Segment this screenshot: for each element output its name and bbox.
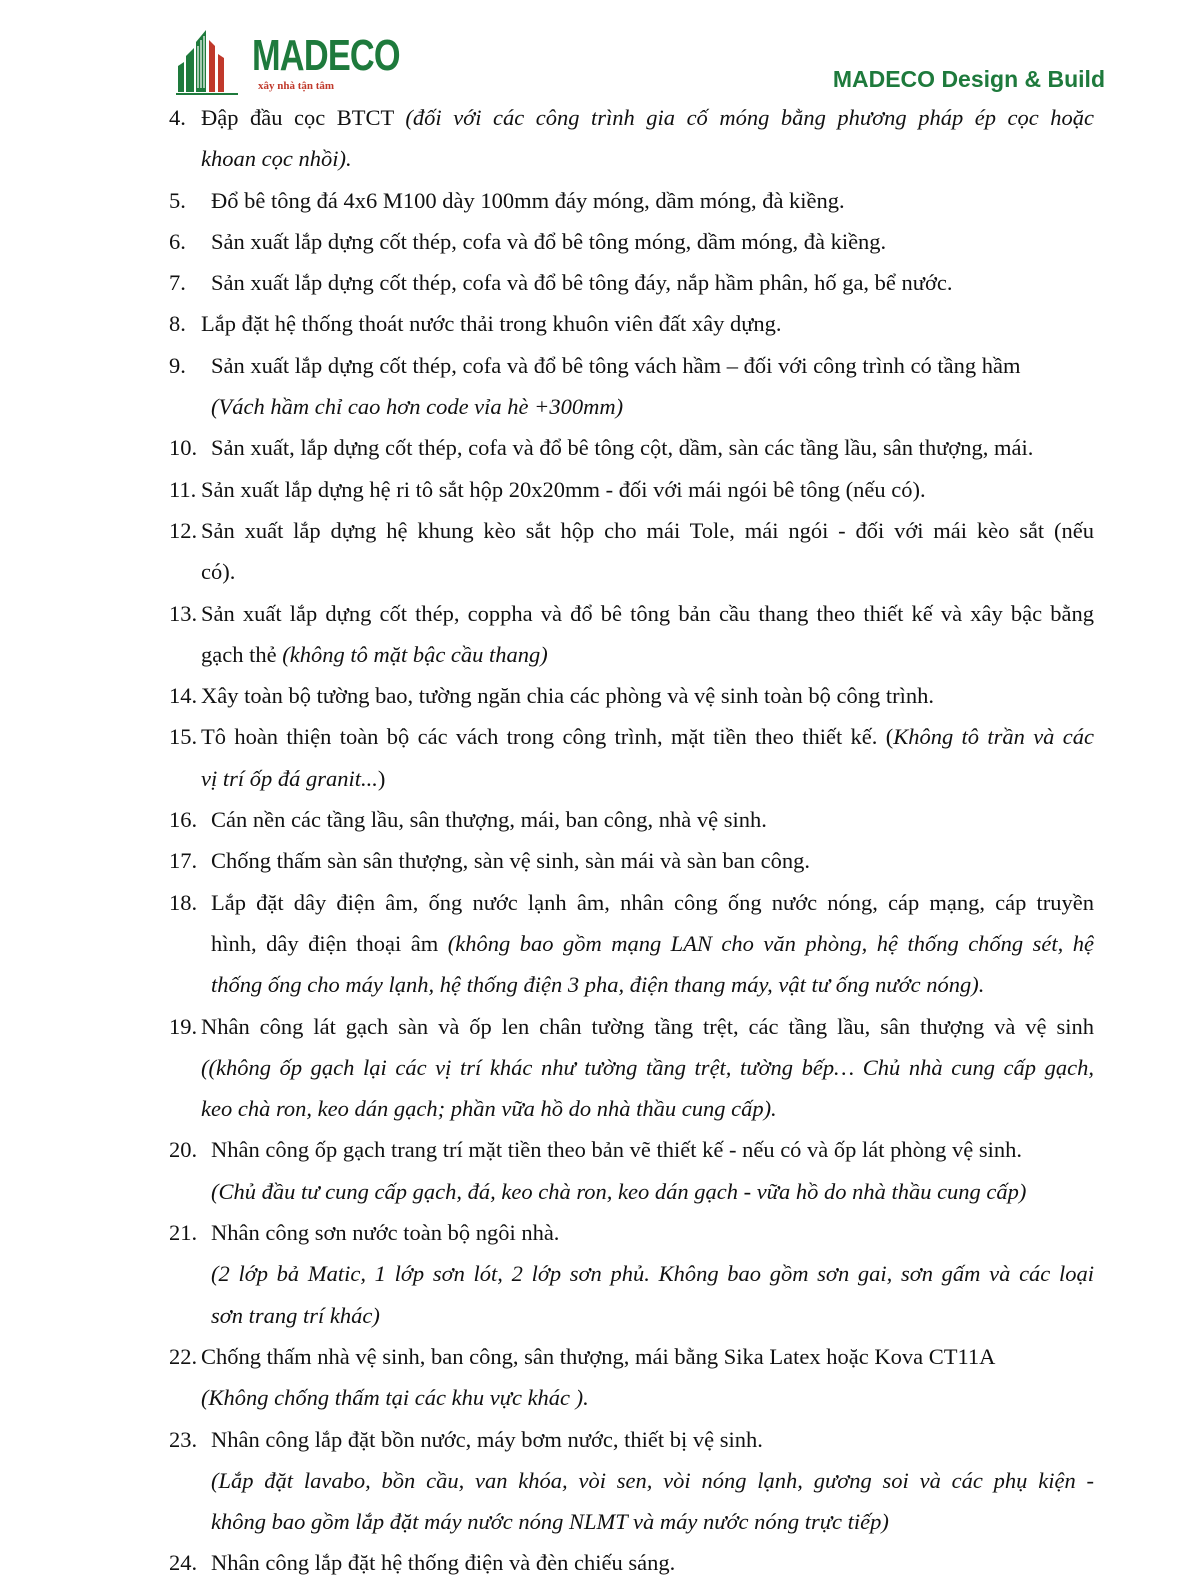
- item-number: 6.: [169, 228, 186, 254]
- building-logo-icon: [176, 26, 246, 96]
- item-text: Sản xuất, lắp dựng cốt thép, cofa và đổ bê tông cột, dầm, sàn các tầng lầu, sân thượng, mái.: [211, 435, 1034, 461]
- item-number: 23.: [169, 1426, 198, 1452]
- item-text: Nhân công lát gạch sàn và ốp len chân tường tầng trệt, các tầng lầu, sân thượng và vệ sinh: [201, 1013, 1094, 1039]
- item-text-line: [211, 923, 1094, 964]
- item-number: 7.: [169, 270, 186, 296]
- item-number: 13.: [169, 600, 198, 626]
- item-number: 16.: [169, 807, 198, 833]
- brand-title: MADECO Design & Build: [832, 66, 1105, 92]
- item-note: (2 lớp bả Matic, 1 lớp sơn lót, 2 lớp sơn phủ. Không bao gồm sơn gai, sơn gấm và các loại: [211, 1261, 1094, 1287]
- item-number: 11.: [169, 476, 197, 502]
- list-item: [0, 345, 1189, 428]
- list-item: [0, 716, 1189, 799]
- list-item: [0, 180, 1189, 221]
- list-item: [0, 882, 1189, 1006]
- item-number: 15.: [169, 724, 198, 750]
- list-item: [0, 1419, 1189, 1543]
- item-number: 14.: [169, 683, 198, 709]
- page-header: [0, 0, 1189, 100]
- item-text: Nhân công sơn nước toàn bộ ngôi nhà.: [211, 1220, 560, 1246]
- item-note: (không bao gồm mạng LAN cho văn phòng, hệ thống chống sét, hệ: [447, 930, 1095, 956]
- list-item: [0, 510, 1189, 593]
- item-note: ((không ốp gạch lại các vị trí khác như tường tầng trệt, tường bếp… Chủ nhà cung cấp gạch,: [201, 1054, 1094, 1080]
- item-text: Sản xuất lắp dựng cốt thép, cofa và đổ bê tông đáy, nắp hầm phân, hố ga, bể nước.: [211, 270, 953, 296]
- item-text: Sản xuất lắp dựng hệ ri tô sắt hộp 20x20mm - đối với mái ngói bê tông (nếu có).: [201, 476, 926, 502]
- list-item: [0, 675, 1189, 716]
- item-text: có).: [201, 559, 236, 585]
- item-note: (Không chống thấm tại các khu vực khác ).: [201, 1385, 589, 1411]
- list-item: [0, 1542, 1189, 1583]
- list-item: [0, 262, 1189, 303]
- list-item: [0, 303, 1189, 344]
- list-item: [0, 469, 1189, 510]
- list-item: [0, 1129, 1189, 1212]
- list-item: [0, 97, 1189, 180]
- item-number: 5.: [169, 187, 186, 213]
- item-note: khoan cọc nhồi).: [201, 146, 352, 172]
- item-text: Lắp đặt hệ thống thoát nước thải trong khuôn viên đất xây dựng.: [201, 311, 782, 337]
- item-text: Nhân công lắp đặt hệ thống điện và đèn chiếu sáng.: [211, 1550, 676, 1576]
- item-number: 12.: [169, 517, 198, 543]
- list-item: [0, 1212, 1189, 1336]
- item-text: Sản xuất lắp dựng cốt thép, cofa và đổ bê tông móng, dầm móng, đà kiềng.: [211, 228, 887, 254]
- item-number: 9.: [169, 352, 186, 378]
- item-text: Chống thấm nhà vệ sinh, ban công, sân thượng, mái bằng Sika Latex hoặc Kova CT11A: [201, 1343, 996, 1369]
- item-number: 20.: [169, 1137, 198, 1163]
- item-text: Nhân công ốp gạch trang trí mặt tiền theo bản vẽ thiết kế - nếu có và ốp lát phòng vệ sinh.: [211, 1137, 1023, 1163]
- item-text-line: [201, 716, 1094, 757]
- item-note: sơn trang trí khác): [211, 1302, 380, 1328]
- item-note: (Chủ đầu tư cung cấp gạch, đá, keo chà ron, keo dán gạch - vữa hồ do nhà thầu cung cấp): [211, 1178, 1027, 1204]
- item-note: keo chà ron, keo dán gạch; phần vữa hồ do nhà thầu cung cấp).: [201, 1096, 777, 1122]
- list-item: [0, 221, 1189, 262]
- item-number: 18.: [169, 889, 198, 915]
- item-text: gạch thẻ: [201, 641, 283, 667]
- item-number: 24.: [169, 1550, 198, 1576]
- logo-wordmark: MADECO: [252, 31, 400, 80]
- list-item: [0, 593, 1189, 676]
- item-text: hình, dây điện thoại âm: [211, 930, 448, 956]
- item-text: Sản xuất lắp dựng cốt thép, coppha và đổ bê tông bản cầu thang theo thiết kế và xây bậc bằng: [201, 600, 1094, 626]
- item-text: Chống thấm sàn sân thượng, sàn vệ sinh, sàn mái và sàn ban công.: [211, 848, 810, 874]
- item-note: (Lắp đặt lavabo, bồn cầu, van khóa, vòi sen, vòi nóng lạnh, gương soi và các phụ kiện -: [211, 1467, 1094, 1493]
- document-body: [0, 97, 1189, 1584]
- item-number: 19.: [169, 1013, 198, 1039]
- madeco-logo: [176, 26, 400, 96]
- item-text: Tô hoàn thiện toàn bộ các vách trong công trình, mặt tiền theo thiết kế. (: [201, 724, 894, 750]
- item-note: Không tô trần và các: [893, 724, 1094, 750]
- list-item: [0, 799, 1189, 840]
- item-text-line: [201, 97, 1094, 138]
- item-note: (Vách hầm chỉ cao hơn code vỉa hè +300mm): [211, 394, 624, 420]
- item-number: 10.: [169, 435, 198, 461]
- item-note: (không tô mặt bậc cầu thang): [282, 641, 548, 667]
- item-text-line: [201, 758, 385, 799]
- item-note: vị trí ốp đá granit...: [201, 765, 378, 791]
- item-note: (đối với các công trình gia cố móng bằng phương pháp ép cọc hoặc: [405, 105, 1094, 130]
- list-item: [0, 427, 1189, 468]
- item-text: Xây toàn bộ tường bao, tường ngăn chia các phòng và vệ sinh toàn bộ công trình.: [201, 683, 935, 709]
- list-item: [0, 840, 1189, 881]
- item-text: Sản xuất lắp dựng hệ khung kèo sắt hộp cho mái Tole, mái ngói - đối với mái kèo sắt (nếu: [201, 517, 1094, 543]
- logo-slogan: xây nhà tận tâm: [258, 80, 335, 92]
- list-item: [0, 1336, 1189, 1419]
- item-text: Đập đầu cọc BTCT: [201, 105, 406, 130]
- item-note: thống ống cho máy lạnh, hệ thống điện 3 pha, điện thang máy, vật tư ống nước nóng).: [211, 972, 985, 998]
- item-number: 22.: [169, 1343, 198, 1369]
- item-text-line: [201, 634, 548, 675]
- list-item: [0, 1006, 1189, 1130]
- item-text: Sản xuất lắp dựng cốt thép, cofa và đổ bê tông vách hầm – đối với công trình có tầng hầm: [211, 352, 1021, 378]
- item-text: Đổ bê tông đá 4x6 M100 dày 100mm đáy móng, dầm móng, đà kiềng.: [211, 187, 845, 213]
- item-number: 17.: [169, 848, 198, 874]
- item-text: Cán nền các tầng lầu, sân thượng, mái, ban công, nhà vệ sinh.: [211, 807, 767, 833]
- item-text: ): [377, 765, 386, 791]
- item-text: Lắp đặt dây điện âm, ống nước lạnh âm, nhân công ống nước nóng, cáp mạng, cáp truyền: [211, 889, 1094, 915]
- item-number: 8.: [169, 311, 186, 337]
- item-number: 21.: [169, 1220, 198, 1246]
- item-text: Nhân công lắp đặt bồn nước, máy bơm nước, thiết bị vệ sinh.: [211, 1426, 763, 1452]
- item-note: không bao gồm lắp đặt máy nước nóng NLMT và máy nước nóng trực tiếp): [211, 1509, 889, 1535]
- item-number: 4.: [169, 105, 186, 130]
